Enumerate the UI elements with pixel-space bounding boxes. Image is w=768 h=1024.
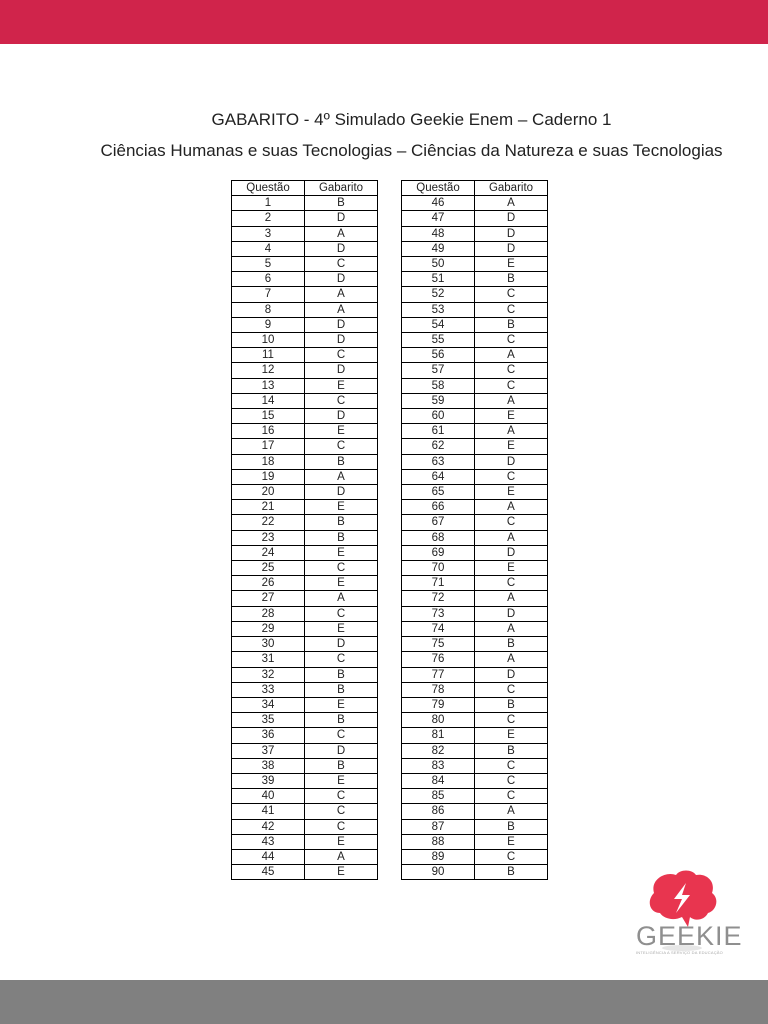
question-number: 41 bbox=[232, 804, 305, 819]
question-number: 90 bbox=[402, 865, 475, 880]
table-row bbox=[402, 652, 548, 667]
answer-letter: C bbox=[305, 393, 378, 408]
table-row bbox=[232, 682, 378, 697]
table-row bbox=[232, 621, 378, 636]
answer-letter: D bbox=[475, 454, 548, 469]
answer-letter: C bbox=[475, 363, 548, 378]
answer-letter: B bbox=[305, 713, 378, 728]
table-row bbox=[232, 849, 378, 864]
question-number: 51 bbox=[402, 272, 475, 287]
table-row bbox=[402, 789, 548, 804]
answer-letter: D bbox=[305, 363, 378, 378]
question-number: 50 bbox=[402, 257, 475, 272]
question-number: 9 bbox=[232, 317, 305, 332]
question-number: 71 bbox=[402, 576, 475, 591]
table-row bbox=[402, 469, 548, 484]
answer-letter: D bbox=[305, 241, 378, 256]
table-row bbox=[232, 530, 378, 545]
question-number: 44 bbox=[232, 849, 305, 864]
answer-letter: B bbox=[305, 454, 378, 469]
table-row bbox=[402, 865, 548, 880]
question-number: 2 bbox=[232, 211, 305, 226]
answer-letter: E bbox=[475, 439, 548, 454]
question-number: 57 bbox=[402, 363, 475, 378]
answer-letter: C bbox=[475, 515, 548, 530]
answer-letter: C bbox=[305, 789, 378, 804]
table-row bbox=[232, 424, 378, 439]
answer-letter: C bbox=[305, 439, 378, 454]
answer-letter: D bbox=[475, 211, 548, 226]
answer-letter: D bbox=[305, 211, 378, 226]
table-row bbox=[402, 576, 548, 591]
answer-letter: A bbox=[305, 469, 378, 484]
question-number: 65 bbox=[402, 485, 475, 500]
question-number: 76 bbox=[402, 652, 475, 667]
table-row bbox=[402, 317, 548, 332]
answer-letter: A bbox=[475, 591, 548, 606]
question-number: 82 bbox=[402, 743, 475, 758]
table-header-row bbox=[232, 181, 378, 196]
answer-letter: A bbox=[475, 348, 548, 363]
table-row bbox=[402, 743, 548, 758]
table-row bbox=[232, 409, 378, 424]
column-header-question: Questão bbox=[402, 181, 475, 196]
question-number: 85 bbox=[402, 789, 475, 804]
answer-letter: E bbox=[475, 485, 548, 500]
question-number: 38 bbox=[232, 758, 305, 773]
table-row bbox=[402, 849, 548, 864]
table-row bbox=[402, 758, 548, 773]
answer-letter: C bbox=[305, 257, 378, 272]
answer-letter: B bbox=[475, 272, 548, 287]
question-number: 53 bbox=[402, 302, 475, 317]
answer-letter: C bbox=[475, 333, 548, 348]
question-number: 14 bbox=[232, 393, 305, 408]
answer-letter: B bbox=[475, 697, 548, 712]
question-number: 30 bbox=[232, 637, 305, 652]
answer-letter: C bbox=[475, 713, 548, 728]
answer-letter: A bbox=[305, 591, 378, 606]
question-number: 63 bbox=[402, 454, 475, 469]
table-row bbox=[232, 241, 378, 256]
column-header-answer: Gabarito bbox=[305, 181, 378, 196]
question-number: 26 bbox=[232, 576, 305, 591]
table-row bbox=[402, 348, 548, 363]
question-number: 83 bbox=[402, 758, 475, 773]
answer-letter: E bbox=[305, 834, 378, 849]
table-row bbox=[232, 196, 378, 211]
table-row bbox=[402, 196, 548, 211]
question-number: 5 bbox=[232, 257, 305, 272]
question-number: 20 bbox=[232, 485, 305, 500]
question-number: 84 bbox=[402, 773, 475, 788]
question-number: 16 bbox=[232, 424, 305, 439]
question-number: 45 bbox=[232, 865, 305, 880]
table-row bbox=[232, 515, 378, 530]
question-number: 17 bbox=[232, 439, 305, 454]
answer-letter: E bbox=[305, 576, 378, 591]
table-row bbox=[232, 302, 378, 317]
table-row bbox=[402, 561, 548, 576]
question-number: 73 bbox=[402, 606, 475, 621]
question-number: 80 bbox=[402, 713, 475, 728]
table-row bbox=[232, 713, 378, 728]
question-number: 12 bbox=[232, 363, 305, 378]
answer-letter: D bbox=[475, 545, 548, 560]
table-row bbox=[402, 378, 548, 393]
answer-letter: A bbox=[305, 226, 378, 241]
table-row bbox=[232, 743, 378, 758]
answer-letter: A bbox=[475, 804, 548, 819]
table-row bbox=[232, 485, 378, 500]
table-row bbox=[402, 409, 548, 424]
answer-letter: B bbox=[475, 865, 548, 880]
answer-letter: E bbox=[475, 728, 548, 743]
table-row bbox=[232, 287, 378, 302]
table-row bbox=[402, 728, 548, 743]
answer-letter: E bbox=[475, 834, 548, 849]
table-row bbox=[232, 378, 378, 393]
answer-letter: D bbox=[475, 606, 548, 621]
answer-letter: C bbox=[305, 804, 378, 819]
table-row bbox=[232, 439, 378, 454]
answer-letter: E bbox=[475, 561, 548, 576]
table-row bbox=[402, 621, 548, 636]
question-number: 22 bbox=[232, 515, 305, 530]
table-row bbox=[402, 272, 548, 287]
question-number: 10 bbox=[232, 333, 305, 348]
table-row bbox=[232, 789, 378, 804]
table-row bbox=[232, 758, 378, 773]
answer-letter: A bbox=[475, 621, 548, 636]
column-header-answer: Gabarito bbox=[475, 181, 548, 196]
table-row bbox=[402, 211, 548, 226]
question-number: 1 bbox=[232, 196, 305, 211]
table-header-row bbox=[402, 181, 548, 196]
question-number: 25 bbox=[232, 561, 305, 576]
question-number: 36 bbox=[232, 728, 305, 743]
question-number: 67 bbox=[402, 515, 475, 530]
answer-letter: E bbox=[305, 865, 378, 880]
answer-letter: B bbox=[305, 515, 378, 530]
answer-letter: E bbox=[475, 257, 548, 272]
table-row bbox=[232, 652, 378, 667]
question-number: 87 bbox=[402, 819, 475, 834]
question-number: 64 bbox=[402, 469, 475, 484]
top-banner bbox=[0, 0, 768, 44]
table-row bbox=[402, 241, 548, 256]
answer-letter: E bbox=[475, 409, 548, 424]
answer-letter: C bbox=[305, 606, 378, 621]
logo-tagline: INTELIGÊNCIA A SERVIÇO DA EDUCAÇÃO bbox=[636, 950, 723, 955]
question-number: 7 bbox=[232, 287, 305, 302]
question-number: 58 bbox=[402, 378, 475, 393]
table-row bbox=[402, 591, 548, 606]
answer-letter: C bbox=[475, 758, 548, 773]
question-number: 74 bbox=[402, 621, 475, 636]
question-number: 35 bbox=[232, 713, 305, 728]
answer-letter: D bbox=[305, 409, 378, 424]
question-number: 37 bbox=[232, 743, 305, 758]
answer-letter: E bbox=[305, 773, 378, 788]
question-number: 78 bbox=[402, 682, 475, 697]
answer-letter: D bbox=[475, 226, 548, 241]
table-row bbox=[232, 363, 378, 378]
answer-letter: E bbox=[305, 424, 378, 439]
table-row bbox=[402, 713, 548, 728]
table-row bbox=[402, 454, 548, 469]
question-number: 39 bbox=[232, 773, 305, 788]
question-number: 81 bbox=[402, 728, 475, 743]
answer-letter: C bbox=[305, 561, 378, 576]
answer-letter: A bbox=[475, 196, 548, 211]
answer-letter: C bbox=[475, 682, 548, 697]
question-number: 75 bbox=[402, 637, 475, 652]
answer-letter: C bbox=[475, 849, 548, 864]
table-row bbox=[232, 697, 378, 712]
answer-letter: D bbox=[305, 485, 378, 500]
answer-key-table-left bbox=[231, 180, 378, 880]
table-row bbox=[402, 287, 548, 302]
question-number: 52 bbox=[402, 287, 475, 302]
table-row bbox=[402, 515, 548, 530]
table-row bbox=[402, 363, 548, 378]
question-number: 56 bbox=[402, 348, 475, 363]
question-number: 61 bbox=[402, 424, 475, 439]
question-number: 69 bbox=[402, 545, 475, 560]
question-number: 40 bbox=[232, 789, 305, 804]
answer-letter: E bbox=[305, 545, 378, 560]
table-row bbox=[402, 606, 548, 621]
answer-letter: C bbox=[475, 287, 548, 302]
answer-letter: A bbox=[475, 500, 548, 515]
logo-name: GEEKIE bbox=[636, 921, 743, 951]
table-row bbox=[232, 561, 378, 576]
question-number: 59 bbox=[402, 393, 475, 408]
table-row bbox=[232, 576, 378, 591]
answer-letter: D bbox=[305, 743, 378, 758]
answer-letter: D bbox=[305, 272, 378, 287]
table-row bbox=[402, 393, 548, 408]
table-row bbox=[402, 485, 548, 500]
table-row bbox=[402, 257, 548, 272]
table-row bbox=[232, 211, 378, 226]
table-row bbox=[402, 834, 548, 849]
table-row bbox=[232, 348, 378, 363]
question-number: 86 bbox=[402, 804, 475, 819]
table-row bbox=[402, 819, 548, 834]
answer-key-table-right bbox=[401, 180, 548, 880]
table-row bbox=[232, 272, 378, 287]
answer-letter: C bbox=[305, 728, 378, 743]
question-number: 11 bbox=[232, 348, 305, 363]
answer-letter: C bbox=[475, 789, 548, 804]
answer-letter: E bbox=[305, 500, 378, 515]
question-number: 55 bbox=[402, 333, 475, 348]
table-row bbox=[232, 333, 378, 348]
answer-letter: A bbox=[305, 302, 378, 317]
answer-letter: A bbox=[475, 424, 548, 439]
question-number: 47 bbox=[402, 211, 475, 226]
question-number: 72 bbox=[402, 591, 475, 606]
table-row bbox=[402, 637, 548, 652]
answer-letter: D bbox=[305, 317, 378, 332]
answer-letter: C bbox=[475, 469, 548, 484]
answer-letter: C bbox=[475, 773, 548, 788]
question-number: 89 bbox=[402, 849, 475, 864]
answer-letter: C bbox=[475, 378, 548, 393]
question-number: 88 bbox=[402, 834, 475, 849]
question-number: 8 bbox=[232, 302, 305, 317]
question-number: 15 bbox=[232, 409, 305, 424]
answer-letter: C bbox=[305, 348, 378, 363]
question-number: 6 bbox=[232, 272, 305, 287]
question-number: 27 bbox=[232, 591, 305, 606]
answer-letter: D bbox=[305, 333, 378, 348]
question-number: 70 bbox=[402, 561, 475, 576]
question-number: 19 bbox=[232, 469, 305, 484]
answer-letter: B bbox=[305, 758, 378, 773]
table-row bbox=[402, 226, 548, 241]
table-row bbox=[232, 865, 378, 880]
question-number: 46 bbox=[402, 196, 475, 211]
table-row bbox=[232, 257, 378, 272]
answer-letter: D bbox=[475, 241, 548, 256]
question-number: 66 bbox=[402, 500, 475, 515]
question-number: 24 bbox=[232, 545, 305, 560]
question-number: 13 bbox=[232, 378, 305, 393]
table-row bbox=[232, 317, 378, 332]
question-number: 4 bbox=[232, 241, 305, 256]
table-row bbox=[232, 500, 378, 515]
answer-letter: D bbox=[305, 637, 378, 652]
question-number: 60 bbox=[402, 409, 475, 424]
answer-letter: E bbox=[305, 621, 378, 636]
question-number: 48 bbox=[402, 226, 475, 241]
answer-letter: A bbox=[475, 652, 548, 667]
table-row bbox=[402, 333, 548, 348]
answer-letter: B bbox=[475, 743, 548, 758]
bottom-banner bbox=[0, 980, 768, 1024]
table-row bbox=[402, 302, 548, 317]
column-header-question: Questão bbox=[232, 181, 305, 196]
answer-letter: B bbox=[305, 196, 378, 211]
table-row bbox=[402, 697, 548, 712]
answer-letter: A bbox=[305, 287, 378, 302]
answer-letter: E bbox=[305, 378, 378, 393]
table-row bbox=[232, 606, 378, 621]
page-subtitle: Ciências Humanas e suas Tecnologias – Ciências da Natureza e suas Tecnologias bbox=[100, 141, 723, 160]
table-row bbox=[402, 667, 548, 682]
table-row bbox=[232, 545, 378, 560]
question-number: 33 bbox=[232, 682, 305, 697]
question-number: 32 bbox=[232, 667, 305, 682]
table-row bbox=[402, 545, 548, 560]
question-number: 42 bbox=[232, 819, 305, 834]
table-row bbox=[402, 530, 548, 545]
answer-letter: A bbox=[475, 393, 548, 408]
table-row bbox=[232, 591, 378, 606]
answer-letter: B bbox=[475, 637, 548, 652]
answer-letter: B bbox=[475, 317, 548, 332]
table-row bbox=[402, 439, 548, 454]
question-number: 21 bbox=[232, 500, 305, 515]
table-row bbox=[232, 469, 378, 484]
table-row bbox=[232, 834, 378, 849]
answer-letter: E bbox=[305, 697, 378, 712]
table-row bbox=[232, 819, 378, 834]
table-row bbox=[232, 393, 378, 408]
table-row bbox=[232, 454, 378, 469]
answer-letter: B bbox=[305, 530, 378, 545]
answer-letter: C bbox=[305, 652, 378, 667]
table-row bbox=[402, 424, 548, 439]
question-number: 18 bbox=[232, 454, 305, 469]
question-number: 31 bbox=[232, 652, 305, 667]
answer-letter: B bbox=[475, 819, 548, 834]
question-number: 49 bbox=[402, 241, 475, 256]
question-number: 62 bbox=[402, 439, 475, 454]
question-number: 43 bbox=[232, 834, 305, 849]
answer-letter: C bbox=[475, 576, 548, 591]
question-number: 28 bbox=[232, 606, 305, 621]
page-title: GABARITO - 4º Simulado Geekie Enem – Caderno 1 bbox=[211, 110, 612, 129]
table-row bbox=[232, 804, 378, 819]
table-row bbox=[402, 804, 548, 819]
table-row bbox=[232, 773, 378, 788]
table-row bbox=[402, 773, 548, 788]
table-row bbox=[232, 667, 378, 682]
answer-letter: B bbox=[305, 682, 378, 697]
question-number: 54 bbox=[402, 317, 475, 332]
question-number: 79 bbox=[402, 697, 475, 712]
question-number: 3 bbox=[232, 226, 305, 241]
answer-letter: C bbox=[475, 302, 548, 317]
question-number: 23 bbox=[232, 530, 305, 545]
table-row bbox=[232, 226, 378, 241]
answer-letter: A bbox=[475, 530, 548, 545]
question-number: 34 bbox=[232, 697, 305, 712]
answer-letter: D bbox=[475, 667, 548, 682]
question-number: 68 bbox=[402, 530, 475, 545]
answer-letter: A bbox=[305, 849, 378, 864]
table-row bbox=[402, 682, 548, 697]
table-row bbox=[232, 728, 378, 743]
question-number: 29 bbox=[232, 621, 305, 636]
question-number: 77 bbox=[402, 667, 475, 682]
table-row bbox=[232, 637, 378, 652]
answer-letter: B bbox=[305, 667, 378, 682]
table-row bbox=[402, 500, 548, 515]
answer-letter: C bbox=[305, 819, 378, 834]
